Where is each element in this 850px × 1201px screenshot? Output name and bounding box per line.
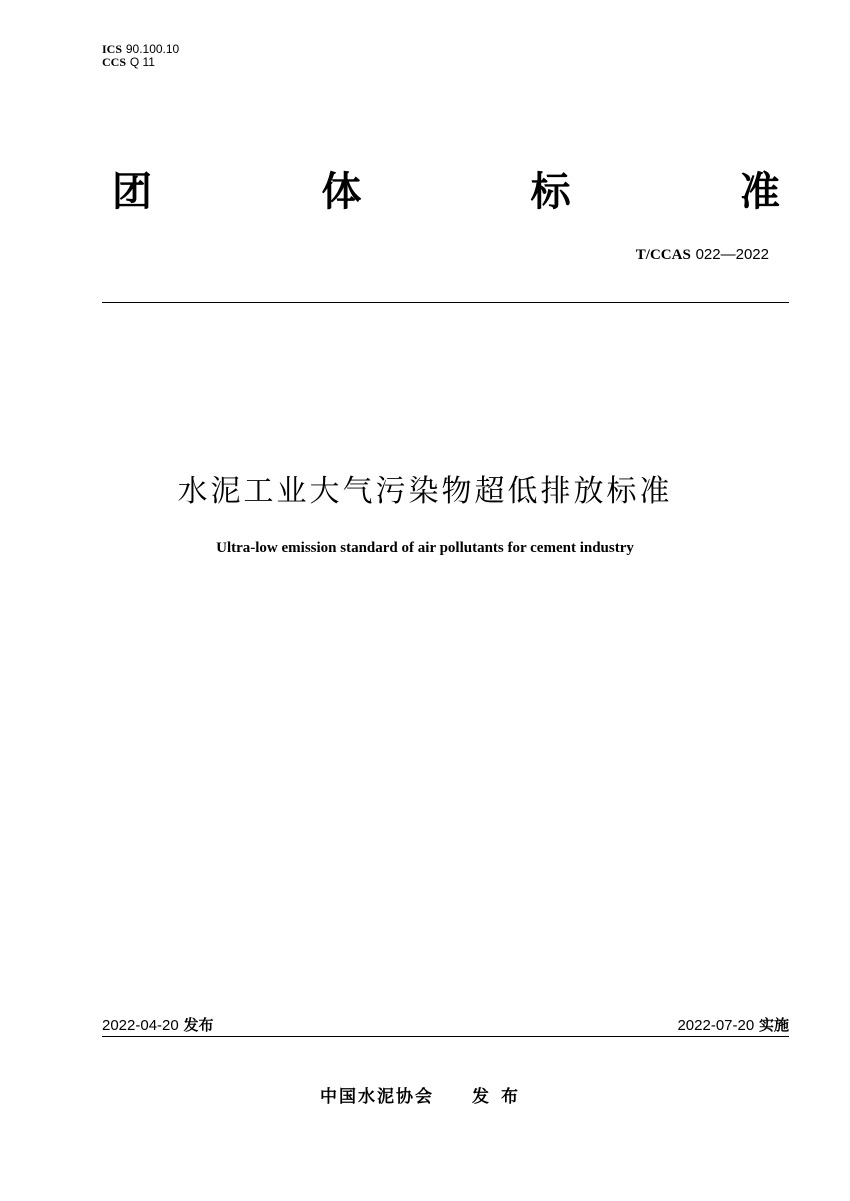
implement-date <box>677 1014 789 1035</box>
ics-value: 90.100.10 <box>125 42 180 56</box>
standard-number-prefix: T/CCAS <box>635 247 691 263</box>
standard-type-char: 标 <box>530 168 571 215</box>
footer-divider <box>102 1036 789 1037</box>
implement-date-label: 实施 <box>758 1016 789 1034</box>
title-chinese: 水泥工业大气污染物超低排放标准 <box>177 474 673 509</box>
ccs-label: CCS <box>102 55 127 69</box>
issue-date-label: 发布 <box>183 1016 214 1034</box>
ics-label: ICS <box>102 42 123 56</box>
publisher-line <box>0 1082 850 1107</box>
standard-type-char: 团 <box>112 168 152 215</box>
ccs-line <box>102 56 179 69</box>
standard-type-heading <box>112 163 780 213</box>
title-english: Ultra-low emission standard of air pollutants for cement industry <box>216 540 634 556</box>
publisher-org: 中国水泥协会 <box>320 1087 434 1107</box>
standard-number-value: 022—2022 <box>695 246 769 263</box>
classification-codes <box>102 43 179 69</box>
standard-type-char: 体 <box>321 168 362 215</box>
ccs-value: Q 11 <box>129 55 155 69</box>
standard-number <box>636 245 769 264</box>
publisher-action: 发布 <box>472 1087 530 1107</box>
header-divider <box>102 302 789 303</box>
implement-date-value: 2022-07-20 <box>677 1017 755 1034</box>
issue-date <box>102 1014 214 1035</box>
standard-type-char: 准 <box>739 168 780 215</box>
issue-date-value: 2022-04-20 <box>102 1017 179 1034</box>
